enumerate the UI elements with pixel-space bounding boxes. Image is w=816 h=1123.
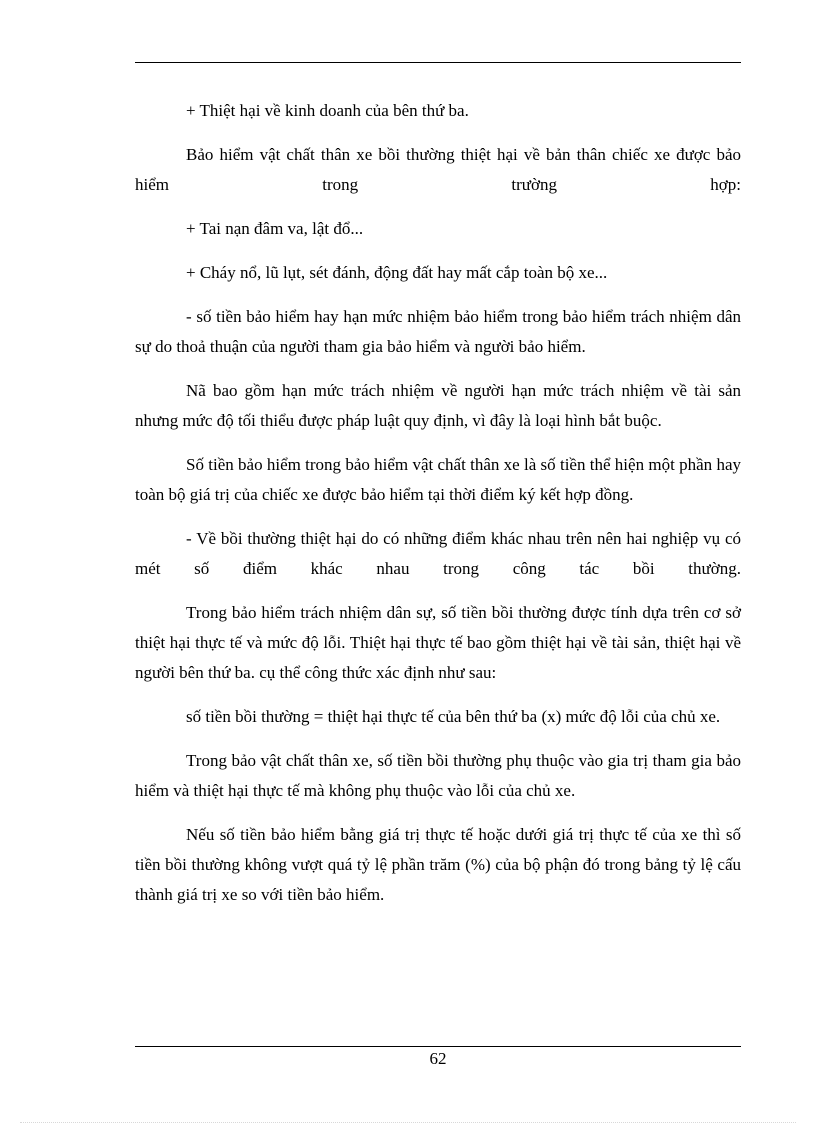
body-text bbox=[135, 96, 741, 924]
paragraph: + Tai nạn đâm va, lật đổ... bbox=[186, 219, 364, 238]
paragraph: Nã bao gồm hạn mức trách nhiệm về người hạn mức trách nhiệm về tài sản nhưng mức độ tối thiểu được pháp luật quy định, vì đây là loại hình bắt buộc. bbox=[135, 381, 741, 430]
paragraph: Nếu số tiền bảo hiểm bằng giá trị thực tế hoặc dưới giá trị thực tế của xe thì số tiền bồi thường không vượt quá tỷ lệ phần trăm (%) của bộ phận đó trong bảng tỷ lệ cấu thành giá trị xe so với tiền bảo hiểm. bbox=[135, 825, 741, 904]
paragraph: + Cháy nổ, lũ lụt, sét đánh, động đất hay mất cắp toàn bộ xe... bbox=[186, 263, 608, 282]
paragraph: số tiền bồi thường = thiệt hại thực tế của bên thứ ba (x) mức độ lỗi của chủ xe. bbox=[186, 707, 721, 726]
paragraph: Số tiền bảo hiểm trong bảo hiểm vật chất thân xe là số tiền thể hiện một phần hay toàn bộ giá trị của chiếc xe được bảo hiểm tại thời điểm ký kết hợp đồng. bbox=[135, 455, 741, 504]
paragraph: - số tiền bảo hiểm hay hạn mức nhiệm bảo hiểm trong bảo hiểm trách nhiệm dân sự do thoả thuận của người tham gia bảo hiểm và người bảo hiểm. bbox=[135, 307, 741, 356]
paragraph: Trong bảo vật chất thân xe, số tiền bồi thường phụ thuộc vào gia trị tham gia bảo hiểm và thiệt hại thực tế mà không phụ thuộc vào lỗi của chủ xe. bbox=[135, 751, 741, 800]
paragraph: Bảo hiểm vật chất thân xe bồi thường thiệt hại về bản thân chiếc xe được bảo hiểm trong trường hợp: bbox=[135, 145, 741, 194]
paragraph: Trong bảo hiểm trách nhiệm dân sự, số tiền bồi thường được tính dựa trên cơ sở thiệt hại thực tế và mức độ lỗi. Thiệt hại thực tế bao gồm thiệt hại về tài sản, thiệt hại về người bên thứ ba. cụ thể công thức xác định như sau: bbox=[135, 603, 741, 682]
paragraph: + Thiệt hại về kinh doanh của bên thứ ba. bbox=[186, 101, 469, 120]
header-rule bbox=[135, 62, 741, 63]
page-number: 62 bbox=[429, 1049, 447, 1068]
paragraph: - Về bồi thường thiệt hại do có những điểm khác nhau trên nên hai nghiệp vụ có mét số điểm khác nhau trong công tác bồi thường. bbox=[135, 529, 741, 578]
